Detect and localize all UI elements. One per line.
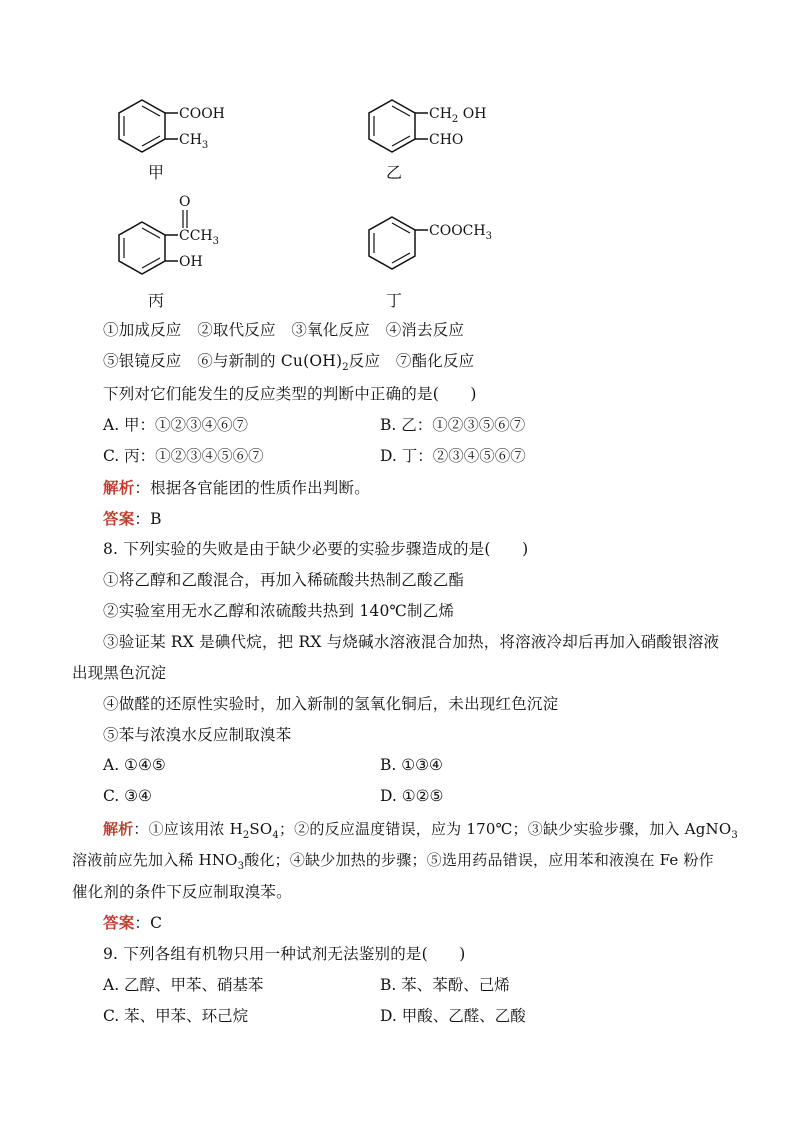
analysis-label: 解析 (103, 820, 134, 838)
substituent-ch3: CH (179, 132, 202, 148)
structure-bing (112, 192, 252, 282)
structure-ding (362, 212, 532, 274)
q7-answer: 答案：B (103, 509, 162, 528)
q7-option-c: C. 丙：①②③④⑤⑥⑦ (103, 447, 264, 465)
q8-question: 8. 下列实验的失败是由于缺少必要的实验步骤造成的是( ) (103, 540, 529, 558)
q8-item-5: ⑤苯与浓溴水反应制取溴苯 (103, 726, 292, 744)
q9-option-b: B. 苯、苯酚、己烯 (380, 976, 510, 994)
substituent-cho: CHO (429, 132, 464, 148)
svg-text:CH2 OH: $CH_2$ OH (429, 106, 487, 125)
structure-label-jia: 甲 (148, 163, 165, 182)
q9-option-d: D. 甲酸、乙醛、乙酸 (380, 1007, 526, 1025)
q8-option-b: B. ①③④ (380, 756, 443, 774)
benzene-ring-ding (362, 212, 532, 274)
q8-option-a: A. ①④⑤ (103, 756, 166, 774)
benzene-ring-yi (362, 95, 522, 155)
benzene-ring-jia (112, 95, 252, 155)
q8-analysis-line-1: 解析：①应该用浓 $H_2SO_4$；②的反应温度错误，应为 170℃；③缺少实验步骤，加入 AgNO$_3$ (103, 820, 738, 841)
svg-text:CH3: $CH_3$ (179, 132, 209, 151)
q7-option-b: B. 乙：①②③⑤⑥⑦ (380, 416, 526, 434)
answer-label: 答案 (103, 913, 135, 932)
substituent-oh: OH (179, 254, 203, 270)
svg-text:COOCH3: $COOCH_3$ (429, 223, 492, 242)
q8-analysis-line-3: 催化剂的条件下反应制取溴苯。 (72, 883, 292, 901)
q7-analysis: 解析：根据各官能团的性质作出判断。 (103, 478, 370, 497)
q8-item-3-cont: 出现黑色沉淀 (72, 664, 167, 682)
answer-label: 答案 (103, 509, 135, 528)
q9-option-c: C. 苯、甲苯、环己烷 (103, 1007, 249, 1025)
benzene-ring-bing (112, 192, 252, 282)
carbonyl-oxygen: O (179, 194, 191, 210)
q8-item-1: ①将乙醇和乙酸混合，再加入稀硫酸共热制乙酸乙酯 (103, 571, 465, 589)
q8-option-c: C. ③④ (103, 787, 152, 805)
svg-text:CCH3: $CCH_3$ (179, 228, 220, 247)
reaction-types-line-1: ①加成反应 ②取代反应 ③氧化反应 ④消去反应 (103, 321, 465, 339)
structure-yi (362, 95, 522, 155)
structure-jia (112, 95, 252, 155)
substituent-ch2oh: CH (429, 106, 452, 122)
q8-answer: 答案：C (103, 913, 163, 932)
q8-item-2: ②实验室用无水乙醇和浓硫酸共热到 140℃制乙烯 (103, 602, 455, 620)
q8-option-d: D. ①②⑤ (380, 787, 444, 805)
structure-label-bing: 丙 (148, 291, 165, 310)
reaction-types-line-2: ⑤银镜反应 ⑥与新制的 $Cu(OH)_2$反应 ⑦酯化反应 (103, 352, 475, 374)
q9-option-a: A. 乙醇、甲苯、硝基苯 (103, 976, 264, 994)
q7-option-d: D. 丁：②③④⑤⑥⑦ (380, 447, 526, 465)
analysis-label: 解析 (103, 478, 135, 497)
q8-analysis-line-2: 溶液前应先加入稀 $HNO_3$酸化；④缺少加热的步骤；⑤选用药品错误，应用苯和液溴在 Fe 粉作 (72, 851, 714, 872)
substituent-cch3: CCH (179, 228, 213, 244)
q8-item-4: ④做醛的还原性实验时，加入新制的氢氧化铜后，未出现红色沉淀 (103, 695, 559, 713)
structure-label-yi: 乙 (386, 163, 403, 182)
substituent-cooh: COOH (179, 106, 225, 122)
q9-question: 9. 下列各组有机物只用一种试剂无法鉴别的是( ) (103, 945, 466, 963)
q7-option-a: A. 甲：①②③④⑥⑦ (103, 416, 249, 434)
q7-question: 下列对它们能发生的反应类型的判断中正确的是( ) (103, 385, 477, 403)
structure-label-ding: 丁 (386, 291, 403, 310)
q8-item-3: ③验证某 RX 是碘代烷，把 RX 与烧碱水溶液混合加热，将溶液冷却后再加入硝酸银溶液 (103, 633, 720, 651)
substituent-cooch3: COOCH (429, 223, 486, 239)
